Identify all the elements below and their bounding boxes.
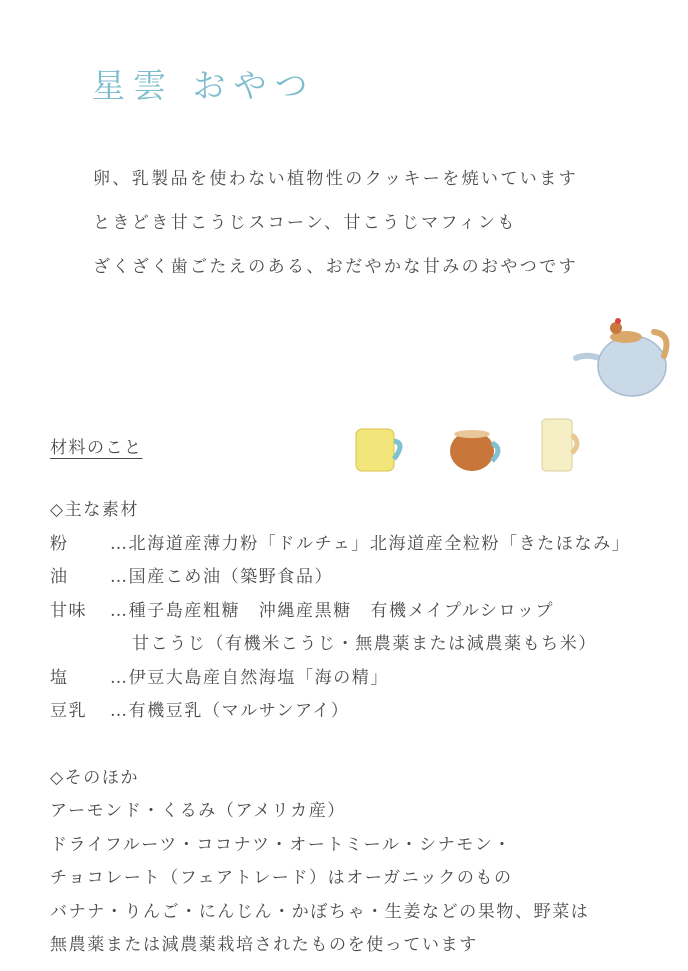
intro-text [93, 163, 578, 295]
teapot-illustration [568, 312, 678, 402]
ingredient-key: 甘味 [50, 600, 88, 621]
ingredient-row [50, 662, 630, 696]
other-line: ドライフルーツ・ココナツ・オートミール・シナモン・ [50, 834, 513, 855]
ingredient-key: 粉 [50, 533, 69, 554]
other-line: チョコレート（フェアトレード）はオーガニックのもの [50, 868, 513, 888]
ingredient-key: 豆乳 [50, 701, 88, 721]
ingredient-value: …伊豆大島産自然海塩「海の精」 [110, 667, 389, 688]
spacer [50, 729, 630, 762]
other-line: バナナ・りんご・にんじん・かぼちゃ・生姜などの果物、野菜は [50, 901, 590, 922]
ingredient-row [50, 595, 630, 629]
main-materials-heading: ◇主な素材 [50, 500, 140, 520]
section-title: 材料のこと [50, 438, 143, 458]
ingredient-key: 油 [50, 567, 69, 587]
ingredient-row [50, 561, 630, 595]
ingredient-value: …国産こめ油（築野食品） [110, 567, 334, 587]
ingredient-value: …有機豆乳（マルサンアイ） [110, 701, 350, 721]
ingredient-value: …北海道産薄力粉「ドルチェ」北海道産全粒粉「きたほなみ」 [110, 533, 631, 554]
ingredient-row [50, 695, 630, 729]
intro-line: 卵、乳製品を使わない植物性のクッキーを焼いています [93, 169, 578, 189]
other-line: アーモンド・くるみ（アメリカ産） [50, 801, 346, 821]
other-materials-heading: ◇そのほか [50, 767, 140, 788]
other-line: 無農薬または減農薬栽培されたものを使っています [50, 935, 478, 955]
ingredient-row [50, 528, 630, 562]
ingredients-body [50, 494, 630, 963]
ingredient-value: …種子島産粗糖 沖縄産黒糖 有機メイプルシロップ [110, 600, 555, 621]
intro-line: ときどき甘こうじスコーン、甘こうじマフィンも [93, 213, 517, 233]
ingredient-continuation: 甘こうじ（有機米こうじ・無農薬または減農薬もち米） [132, 634, 597, 654]
cups-illustration [350, 415, 590, 479]
site-logo[interactable]: 星雲 おやつ [92, 66, 316, 105]
ingredient-key: 塩 [50, 667, 69, 688]
intro-line: ざくざく歯ごたえのある、おだやかな甘みのおやつです [93, 257, 578, 277]
